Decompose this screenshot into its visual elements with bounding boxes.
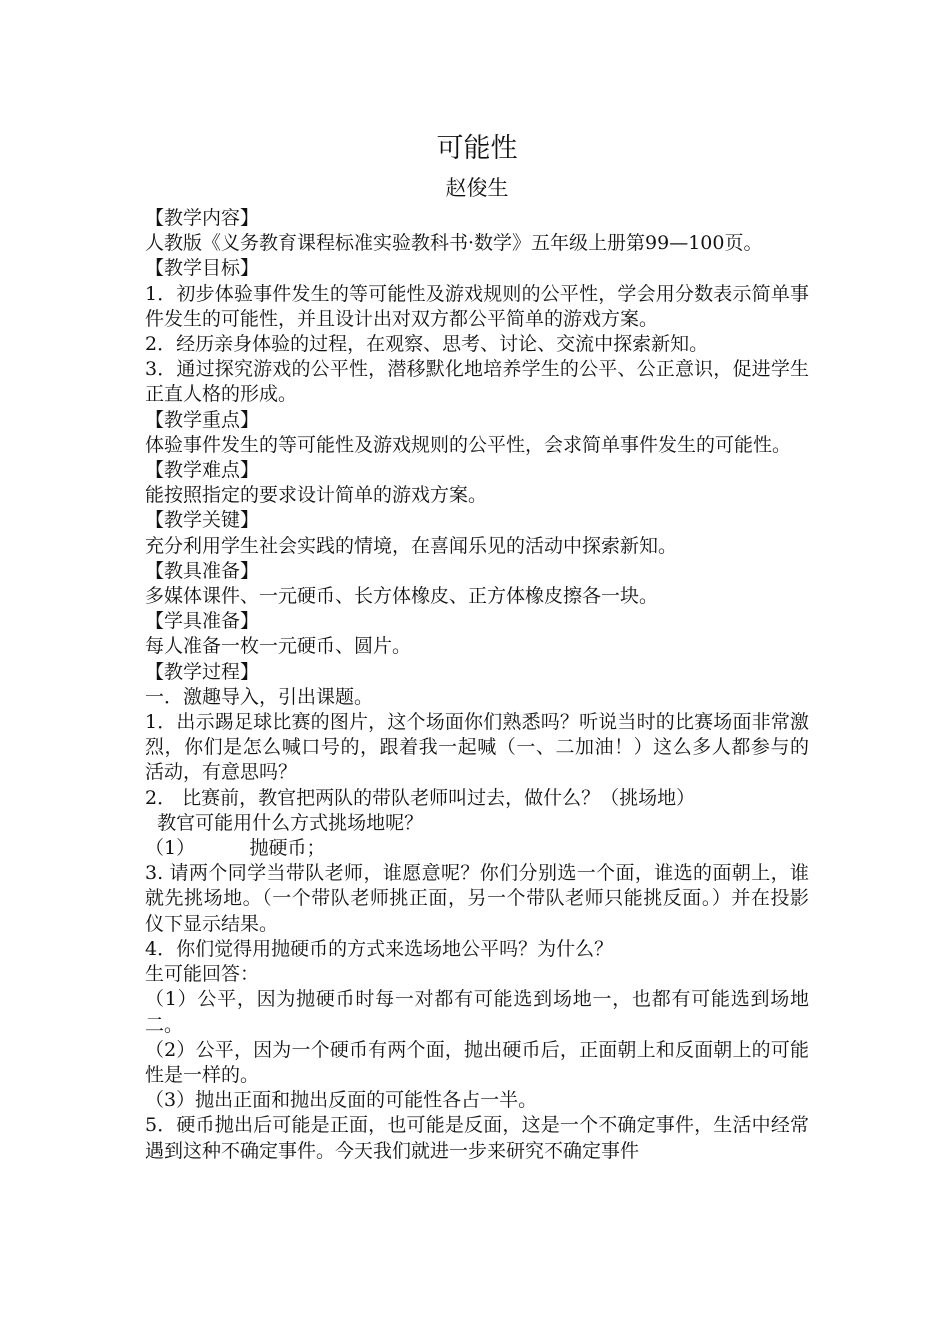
paragraph: （3）抛出正面和抛出反面的可能性各占一半。 (145, 1089, 538, 1112)
paragraph: 充分利用学生社会实践的情境，在喜闻乐见的活动中探索新知。 (145, 534, 678, 557)
paragraph: 3．通过探究游戏的公平性，潜移默化地培养学生的公平、公正意识，促进学生正直人格的形成。 (145, 358, 809, 406)
paragraph: 5．硬币抛出后可能是正面，也可能是反面，这是一个不确定事件，生活中经常遇到这种不确定事件。今天我们就进一步来研究不确定事件 (145, 1114, 809, 1162)
paragraph: 教官可能用什么方式挑场地呢？ (145, 811, 424, 834)
paragraph: 体验事件发生的等可能性及游戏规则的公平性，会求简单事件发生的可能性。 (145, 433, 792, 456)
section-heading-key: 【教学关键】 (145, 509, 260, 532)
document-body (145, 128, 809, 1164)
section-heading-content: 【教学内容】 (145, 207, 260, 229)
section-heading-objectives: 【教学目标】 (145, 257, 260, 280)
document-author: 赵俊生 (445, 176, 509, 200)
paragraph: 2． 比赛前，教官把两队的带队老师叫过去，做什么？（挑场地） (145, 786, 696, 809)
paragraph: 生可能回答： (145, 963, 260, 986)
paragraph: 1．初步体验事件发生的等可能性及游戏规则的公平性，学会用分数表示简单事件发生的可能性，并且设计出对双方都公平简单的游戏方案。 (145, 282, 809, 330)
paragraph: （1）公平，因为抛硬币时每一对都有可能选到场地一，也都有可能选到场地二。 (145, 988, 809, 1036)
paragraph: 4．你们觉得用抛硬币的方式来选场地公平吗？为什么？ (145, 937, 614, 960)
paragraph: （2）公平，因为一个硬币有两个面，抛出硬币后，正面朝上和反面朝上的可能性是一样的。 (145, 1038, 809, 1086)
paragraph: 每人准备一枚一元硬币、圆片。 (145, 635, 412, 658)
section-heading-difficulties: 【教学难点】 (145, 459, 260, 482)
paragraph: 一．激趣导入，引出课题。 (145, 685, 374, 708)
paragraph: 多媒体课件、一元硬币、长方体橡皮、正方体橡皮擦各一块。 (145, 585, 659, 608)
section-heading-teaching-aids: 【教具准备】 (145, 559, 260, 582)
document-title: 可能性 (436, 133, 518, 164)
paragraph: 人教版《义务教育课程标准实验教科书·数学》五年级上册第99—100页。 (145, 232, 763, 255)
paragraph: 2．经历亲身体验的过程，在观察、思考、讨论、交流中探索新知。 (145, 333, 709, 356)
paragraph: （1） 抛硬币； (145, 837, 326, 860)
section-heading-process: 【教学过程】 (145, 660, 260, 683)
paragraph: 1．出示踢足球比赛的图片，这个场面你们熟悉吗？听说当时的比赛场面非常激烈，你们是怎么喊口号的，跟着我一起喊（一、二加油！）这么多人都参与的活动，有意思吗？ (145, 711, 809, 784)
paragraph: 3. 请两个同学当带队老师，谁愿意呢？你们分别选一个面，谁选的面朝上，谁就先挑场地。（一个带队老师挑正面，另一个带队老师只能挑反面。）并在投影仪下显示结果。 (145, 862, 809, 935)
section-heading-student-aids: 【学具准备】 (145, 610, 260, 633)
section-heading-key-points: 【教学重点】 (145, 408, 260, 431)
paragraph: 能按照指定的要求设计简单的游戏方案。 (145, 484, 488, 507)
